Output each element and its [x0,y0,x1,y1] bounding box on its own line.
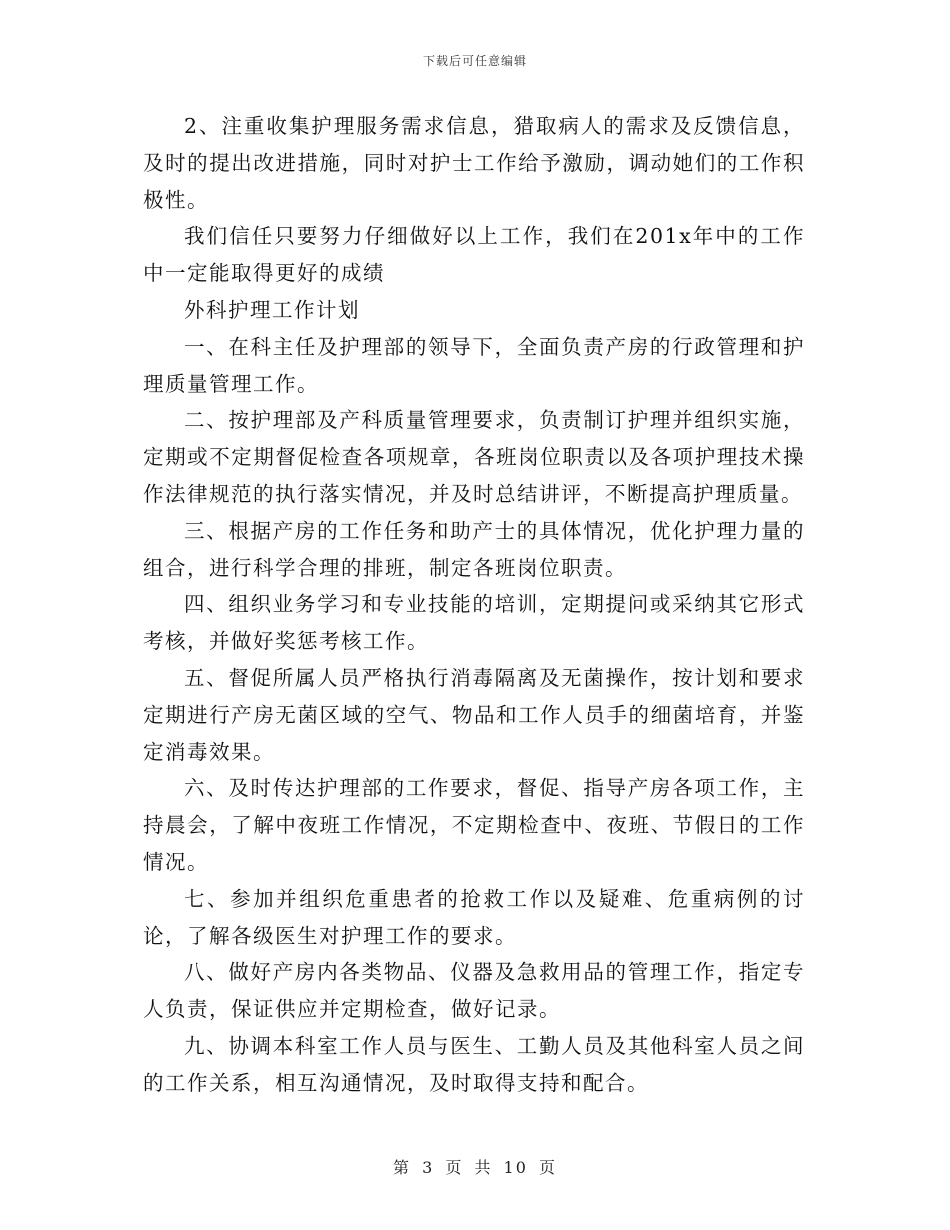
plan-item-5: 五、督促所属人员严格执行消毒隔离及无菌操作，按计划和要求定期进行产房无菌区域的空气、物品和工作人员手的细菌培育，并鉴定消毒效果。 [143,665,805,764]
closing-paragraph: 我们信任只要努力仔细做好以上工作，我们在201x年中的工作中一定能取得更好的成绩 [143,224,805,286]
plan-item-1: 一、在科主任及护理部的领导下，全面负责产房的行政管理和护理质量管理工作。 [143,334,805,396]
section-title: 外科护理工作计划 [184,297,360,322]
plan-item-8: 八、做好产房内各类物品、仪器及急救用品的管理工作，指定专人负责，保证供应并定期检查，做好记录。 [143,960,805,1022]
paragraph-item-2: 2、注重收集护理服务需求信息，猎取病人的需求及反馈信息，及时的提出改进措施，同时对护士工作给予激励，调动她们的工作积极性。 [143,114,805,212]
plan-item-3: 三、根据产房的工作任务和助产士的具体情况，优化护理力量的组合，进行科学合理的排班，制定各班岗位职责。 [143,518,805,580]
plan-item-7: 七、参加并组织危重患者的抢救工作以及疑难、危重病例的讨论，了解各级医生对护理工作的要求。 [143,886,805,948]
plan-item-9: 九、协调本科室工作人员与医生、工勤人员及其他科室人员之间的工作关系，相互沟通情况，及时取得支持和配合。 [143,1033,805,1095]
plan-item-2: 二、按护理部及产科质量管理要求，负责制订护理并组织实施，定期或不定期督促检查各项规章，各班岗位职责以及各项护理技术操作法律规范的执行落实情况，并及时总结讲评，不断提高护理质量。 [143,408,805,506]
page-number-footer: 第 3 页 共 10 页 [393,1158,557,1177]
plan-item-6: 六、及时传达护理部的工作要求，督促、指导产房各项工作，主持晨会，了解中夜班工作情况，不定期检查中、夜班、节假日的工作情况。 [143,776,805,874]
document-body [143,108,805,1102]
page-header: 下载后可任意编辑 [422,54,527,68]
plan-item-4: 四、组织业务学习和专业技能的培训，定期提问或采纳其它形式考核，并做好奖惩考核工作。 [143,592,805,654]
